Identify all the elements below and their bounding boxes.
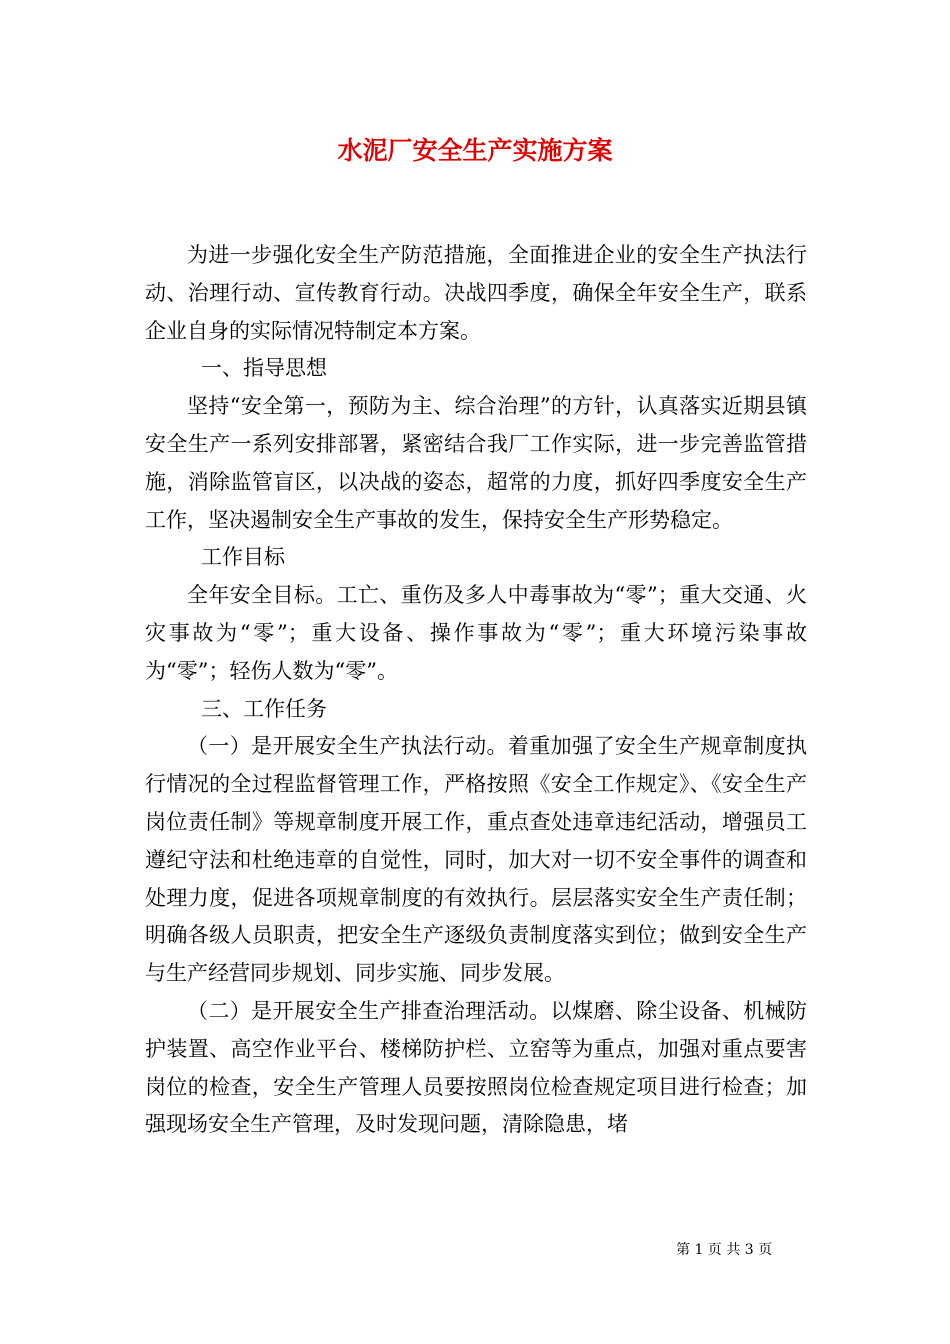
document-body	[145, 237, 807, 1144]
heading-guiding-ideology: 一、指导思想	[201, 356, 327, 381]
paragraph-task-2: （二）是开展安全生产排查治理活动。以煤磨、除尘设备、机械防护装置、高空作业平台、楼梯防护栏、立窑等为重点，加强对重点要害岗位的检查，安全生产管理人员要按照岗位检查规定项目进行检查；加强现场安全生产管理，及时发现问题，清除隐患，堵	[145, 998, 807, 1137]
paragraph-task-1: （一）是开展安全生产执法行动。着重加强了安全生产规章制度执行情况的全过程监督管理工作，严格按照《安全工作规定》、《安全生产岗位责任制》等规章制度开展工作，重点查处违章违纪活动，增强员工遵纪守法和杜绝违章的自觉性，同时，加大对一切不安全事件的调查和处理力度，促进各项规章制度的有效执行。层层落实安全生产责任制；明确各级人员职责，把安全生产逐级负责制度落实到位；做到安全生产与生产经营同步规划、同步实施、同步发展。	[145, 734, 807, 986]
page-title: 水泥厂安全生产实施方案	[337, 136, 613, 165]
heading-work-tasks: 三、工作任务	[201, 696, 327, 721]
paragraph-guiding-ideology: 坚持“安全第一，预防为主、综合治理”的方针，认真落实近期县镇安全生产一系列安排部署，紧密结合我厂工作实际，进一步完善监管措施，消除监管盲区，以决战的姿态，超常的力度，抓好四季度安全生产工作，坚决遏制安全生产事故的发生，保持安全生产形势稳定。	[145, 394, 807, 532]
heading-work-goals: 工作目标	[201, 545, 285, 570]
page-number-footer: 第 1 页 共 3 页	[676, 1242, 773, 1258]
paragraph-work-goals: 全年安全目标。工亡、重伤及多人中毒事故为“零”；重大交通、火灾事故为“零”；重大设备、操作事故为“零”；重大环境污染事故为“零”；轻伤人数为“零”。	[145, 583, 807, 683]
paragraph-intro: 为进一步强化安全生产防范措施，全面推进企业的安全生产执法行动、治理行动、宣传教育行动。决战四季度，确保全年安全生产，联系企业自身的实际情况特制定本方案。	[145, 243, 807, 343]
